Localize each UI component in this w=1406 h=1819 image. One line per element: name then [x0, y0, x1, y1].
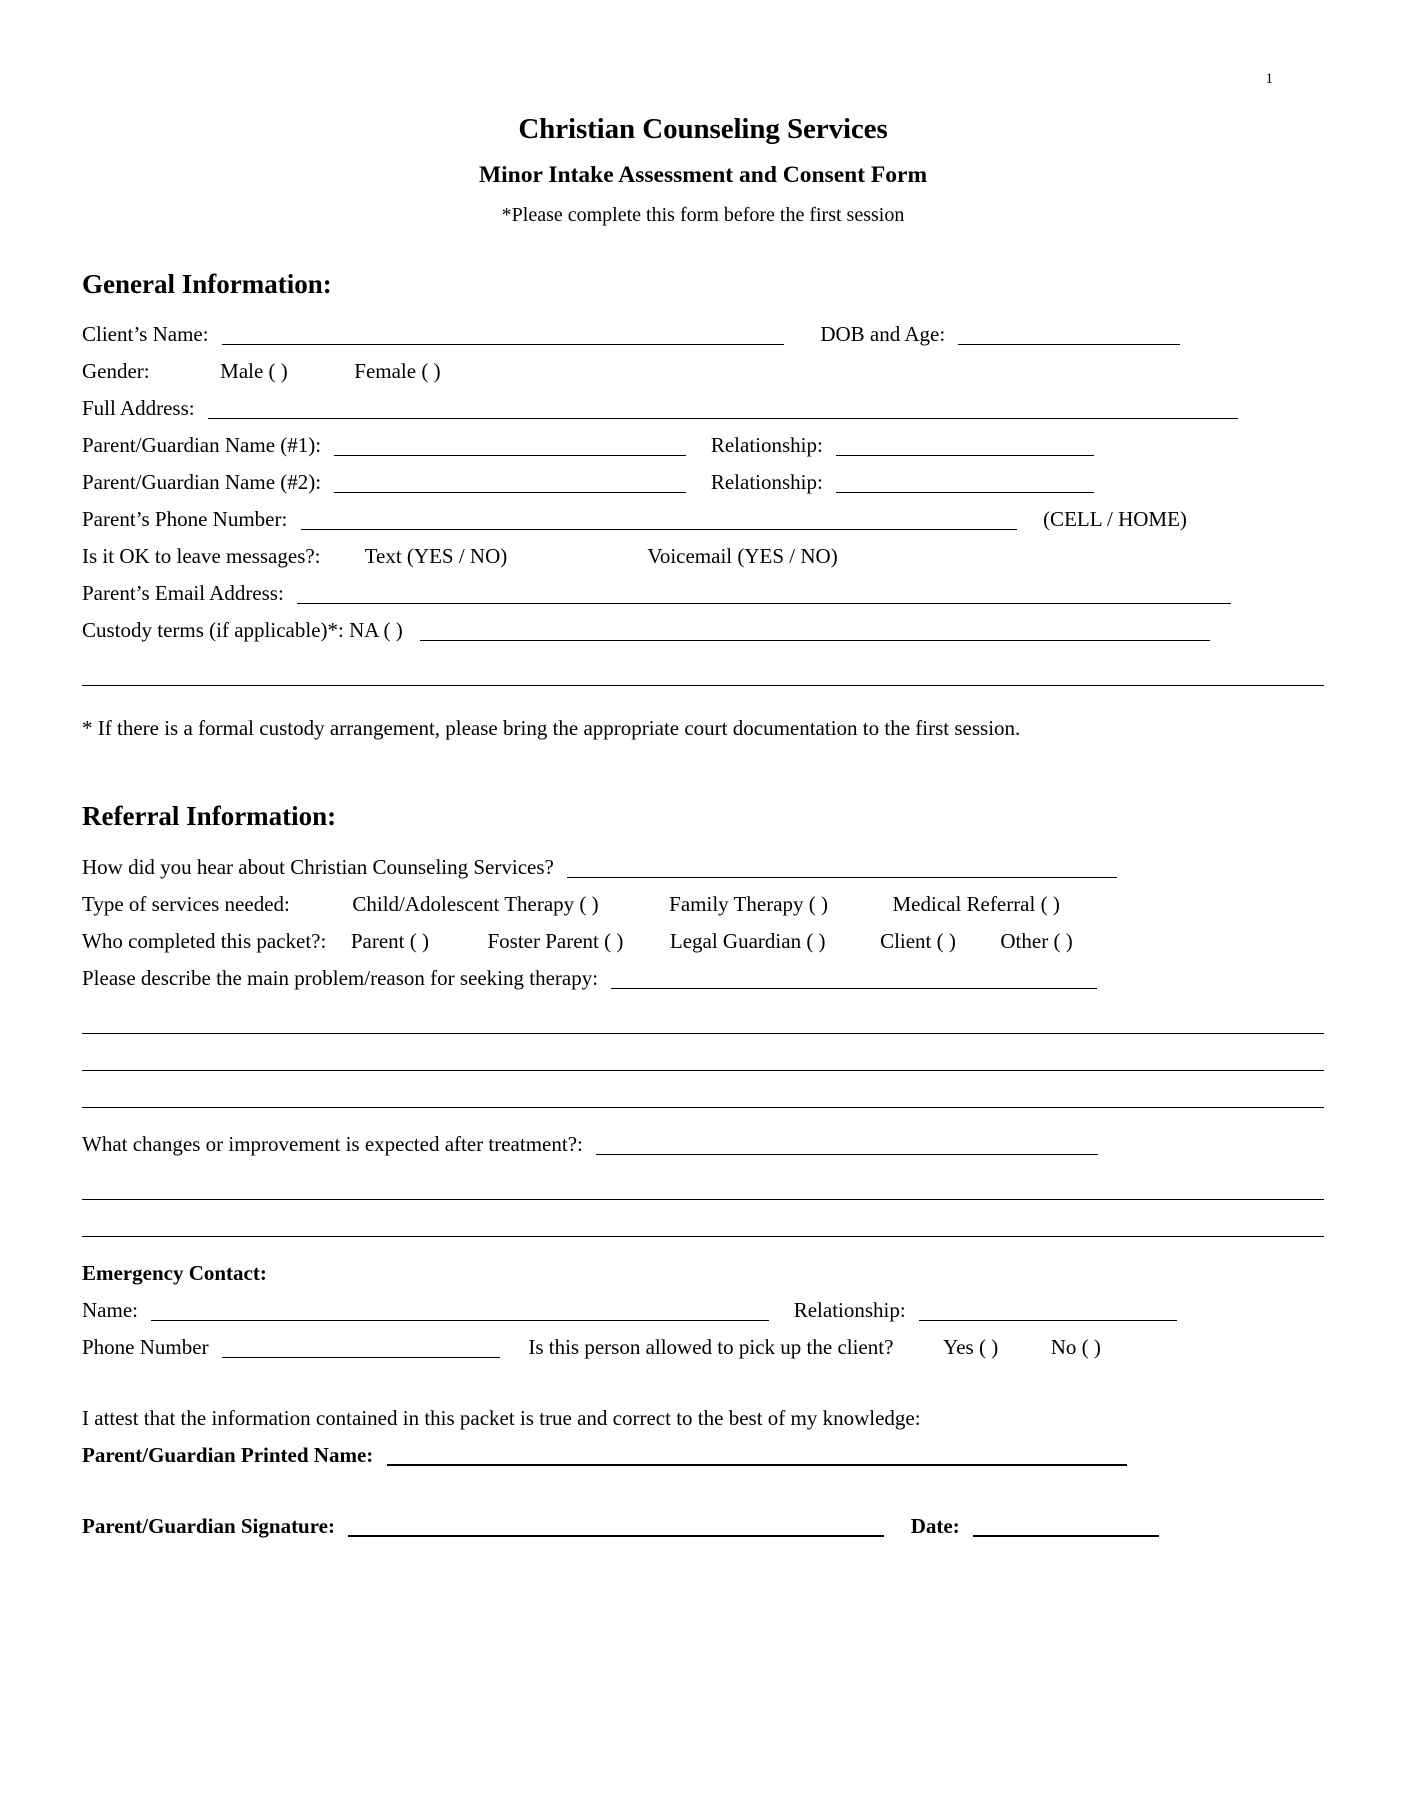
messages-option-text[interactable]: Text (YES / NO): [364, 544, 508, 569]
section-heading-referral: Referral Information:: [82, 801, 337, 832]
full-address-input-rule[interactable]: [208, 418, 1238, 419]
main-problem-line-2[interactable]: [82, 1033, 1324, 1034]
packet-option-client[interactable]: Client ( ): [880, 928, 956, 953]
field-row-services-needed: [82, 886, 1324, 923]
field-row-gender: [82, 353, 1324, 390]
pickup-option-no[interactable]: No ( ): [1050, 1334, 1101, 1359]
field-row-main-problem: [82, 960, 1324, 997]
field-row-signature: [82, 1508, 1324, 1545]
custody-terms-label[interactable]: Custody terms (if applicable)*: NA ( ): [82, 618, 403, 643]
emergency-relationship-input-rule[interactable]: [919, 1320, 1177, 1321]
field-row-how-heard: [82, 849, 1324, 886]
field-row-emergency-name: [82, 1292, 1324, 1329]
packet-option-parent[interactable]: Parent ( ): [350, 928, 429, 953]
page-number: 1: [1265, 71, 1273, 87]
field-row-custody-terms: [82, 612, 1324, 649]
parent2-name-input-rule[interactable]: [334, 492, 686, 493]
field-row-parent-email: [82, 575, 1324, 612]
parent-email-input-rule[interactable]: [297, 603, 1231, 604]
field-row-who-completed: [82, 923, 1324, 960]
emergency-phone-input-rule[interactable]: [222, 1357, 500, 1358]
custody-footnote: * If there is a formal custody arrangement, please bring the appropriate court documentation to the first session.: [82, 716, 1021, 741]
printed-name-label: Parent/Guardian Printed Name:: [82, 1442, 374, 1467]
gender-option-female[interactable]: Female ( ): [354, 359, 441, 384]
parent2-relationship-input-rule[interactable]: [836, 492, 1094, 493]
field-row-leave-messages: [82, 538, 1324, 575]
parent2-relationship-label: Relationship:: [710, 470, 823, 495]
date-input-rule[interactable]: [973, 1535, 1159, 1537]
document-note: *Please complete this form before the first session: [501, 203, 905, 226]
dob-age-input-rule[interactable]: [958, 344, 1180, 345]
parent1-name-label: Parent/Guardian Name (#1):: [82, 433, 322, 458]
field-row-client-name: [82, 316, 1324, 353]
field-row-printed-name: [82, 1437, 1324, 1474]
pickup-permission-question: Is this person allowed to pick up the client?: [528, 1334, 894, 1359]
document-subtitle: Minor Intake Assessment and Consent Form: [478, 162, 928, 189]
field-row-emergency-phone: [82, 1329, 1324, 1366]
emergency-name-label: Name:: [82, 1297, 138, 1322]
field-row-parent2: [82, 464, 1324, 501]
main-problem-input-rule[interactable]: [611, 988, 1097, 989]
field-row-expected-changes: [82, 1126, 1324, 1163]
signature-input-rule[interactable]: [348, 1535, 884, 1537]
subsection-heading-emergency-contact: Emergency Contact:: [82, 1260, 267, 1285]
custody-terms-input-rule[interactable]: [420, 640, 1210, 641]
gender-option-male[interactable]: Male ( ): [220, 359, 288, 384]
service-option-medical-referral[interactable]: Medical Referral ( ): [892, 891, 1060, 916]
document-header: [82, 112, 1324, 228]
emergency-phone-label: Phone Number: [82, 1334, 209, 1359]
service-option-child-adolescent[interactable]: Child/Adolescent Therapy ( ): [352, 891, 599, 916]
section-heading-general: General Information:: [82, 269, 332, 299]
packet-option-foster-parent[interactable]: Foster Parent ( ): [487, 928, 624, 953]
field-row-full-address: [82, 390, 1324, 427]
main-problem-line-3[interactable]: [82, 1070, 1324, 1071]
who-completed-label: Who completed this packet?:: [82, 928, 327, 953]
custody-terms-continuation-rule[interactable]: [82, 685, 1324, 686]
expected-changes-line-2[interactable]: [82, 1199, 1324, 1200]
main-problem-label: Please describe the main problem/reason for seeking therapy:: [82, 965, 599, 990]
parent-phone-input-rule[interactable]: [301, 529, 1017, 530]
parent2-name-label: Parent/Guardian Name (#2):: [82, 470, 322, 495]
packet-option-other[interactable]: Other ( ): [1000, 928, 1073, 953]
parent1-name-input-rule[interactable]: [334, 455, 686, 456]
field-row-parent-phone: [82, 501, 1324, 538]
full-address-label: Full Address:: [82, 396, 195, 421]
service-option-family[interactable]: Family Therapy ( ): [669, 891, 828, 916]
field-row-parent1: [82, 427, 1324, 464]
client-name-input-rule[interactable]: [222, 344, 784, 345]
attestation-statement: I attest that the information contained in this packet is true and correct to the best of my knowledge:: [82, 1405, 921, 1430]
services-needed-label: Type of services needed:: [82, 891, 290, 916]
dob-age-label: DOB and Age:: [820, 322, 946, 347]
gender-label: Gender:: [82, 359, 150, 384]
leave-messages-label: Is it OK to leave messages?:: [82, 544, 321, 569]
client-name-label: Client’s Name:: [82, 322, 209, 347]
expected-changes-label: What changes or improvement is expected after treatment?:: [82, 1131, 583, 1156]
parent-email-label: Parent’s Email Address:: [82, 581, 284, 606]
parent1-relationship-label: Relationship:: [710, 433, 823, 458]
emergency-relationship-label: Relationship:: [793, 1297, 906, 1322]
phone-type-hint: (CELL / HOME): [1043, 507, 1187, 532]
document-title: Christian Counseling Services: [518, 113, 888, 145]
parent1-relationship-input-rule[interactable]: [836, 455, 1094, 456]
emergency-name-input-rule[interactable]: [151, 1320, 769, 1321]
date-label: Date:: [910, 1513, 960, 1538]
expected-changes-input-rule[interactable]: [596, 1154, 1098, 1155]
packet-option-legal-guardian[interactable]: Legal Guardian ( ): [669, 928, 826, 953]
printed-name-input-rule[interactable]: [387, 1464, 1127, 1466]
how-heard-label: How did you hear about Christian Counseling Services?: [82, 854, 554, 879]
document-body: [82, 268, 1324, 1545]
parent-phone-label: Parent’s Phone Number:: [82, 507, 288, 532]
how-heard-input-rule[interactable]: [567, 877, 1117, 878]
pickup-option-yes[interactable]: Yes ( ): [943, 1334, 999, 1359]
signature-label: Parent/Guardian Signature:: [82, 1513, 335, 1538]
messages-option-voicemail[interactable]: Voicemail (YES / NO): [647, 544, 838, 569]
